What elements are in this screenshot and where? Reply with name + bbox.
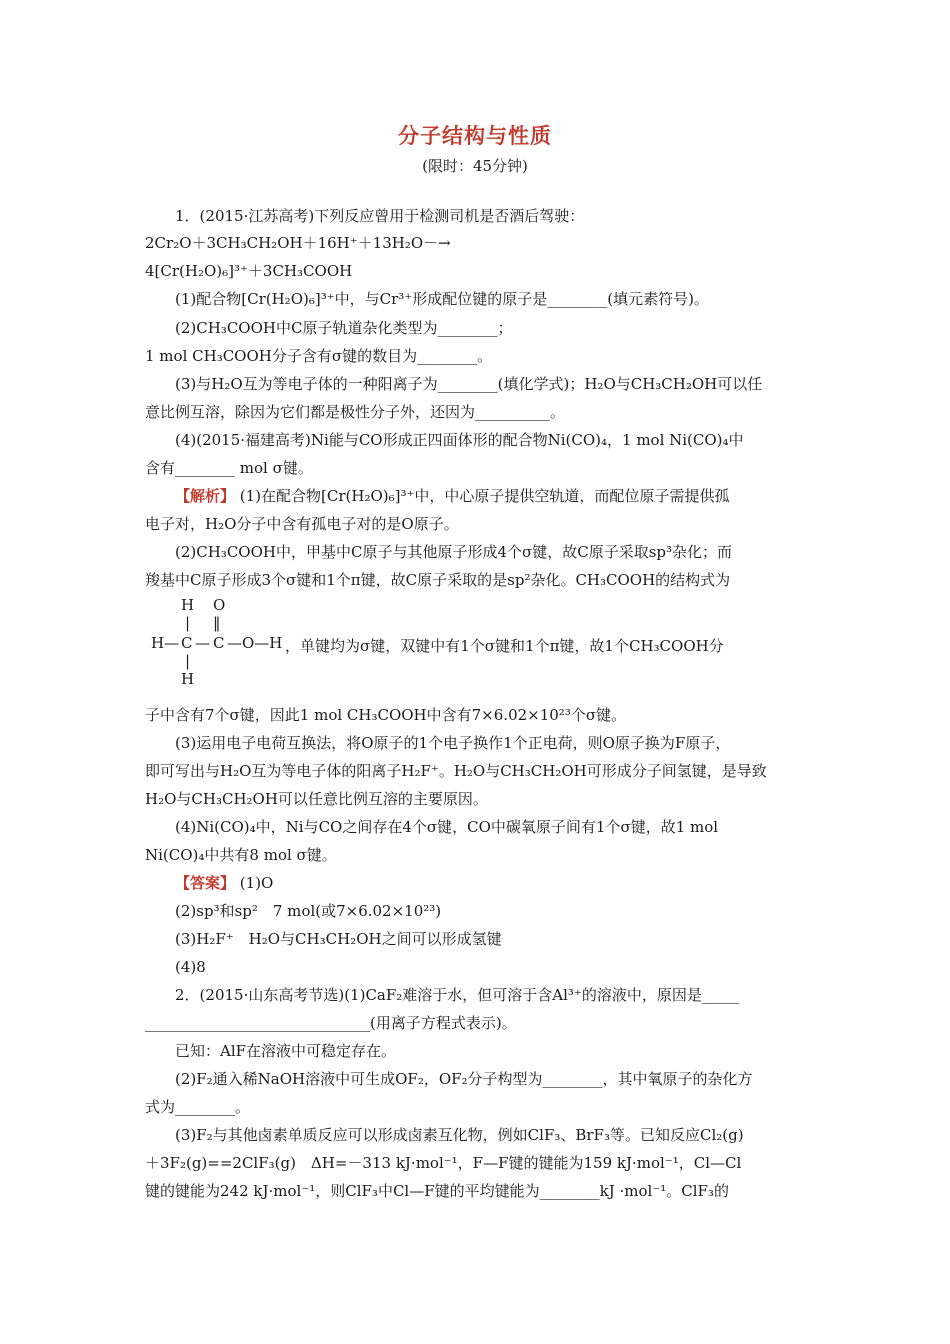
struct-h-top: H bbox=[181, 596, 195, 614]
struct-bond-v2: | bbox=[185, 652, 191, 670]
analysis-2c: ，单键均为σ键，双键中有1个σ键和1个π键，故1个CH₃COOH分 bbox=[285, 637, 724, 655]
struct-h-left: H— bbox=[151, 634, 180, 652]
analysis-3a: (3)运用电子电荷互换法，将O原子的1个电子换作1个正电荷，则O原子换为F原子， bbox=[175, 734, 731, 752]
q1-part-2: (2)CH₃COOH中C原子轨道杂化类型为________； bbox=[175, 319, 513, 337]
q2-line-1b: ______________________________(用离子方程式表示)。 bbox=[145, 1014, 517, 1032]
answer-3: (3)H₂F⁺ H₂O与CH₃CH₂OH之间可以形成氢键 bbox=[175, 930, 502, 948]
struct-o-top: O bbox=[213, 596, 226, 614]
answer-4: (4)8 bbox=[175, 958, 206, 976]
analysis-3b: 即可写出与H₂O互为等电子体的阳离子H₂F⁺。H₂O与CH₃CH₂OH可形成分子间氢键，是导致 bbox=[145, 762, 767, 780]
analysis-2d: 子中含有7个σ键，因此1 mol CH₃COOH中含有7×6.02×10²³个σ键。 bbox=[145, 706, 627, 724]
answer-tag: 【答案】 bbox=[175, 874, 236, 892]
struct-h-bottom: H bbox=[181, 670, 195, 688]
q2-line-1c: 已知：AlF在溶液中可稳定存在。 bbox=[175, 1042, 397, 1060]
q1-part-3b: 意比例互溶，除因为它们都是极性分子外，还因为__________。 bbox=[145, 403, 566, 421]
analysis-1b: 电子对，H₂O分子中含有孤电子对的是O原子。 bbox=[145, 515, 459, 533]
answer-1 bbox=[175, 873, 810, 893]
page-title: 分子结构与性质 bbox=[398, 123, 552, 148]
analysis-4a: (4)Ni(CO)₄中，Ni与CO之间存在4个σ键，CO中碳氧原子间有1个σ键，故1 mol bbox=[175, 818, 719, 836]
analysis-tag: 【解析】 bbox=[175, 487, 236, 505]
q1-equation-line-2: 4[Cr(H₂O)₆]³⁺＋3CH₃COOH bbox=[145, 262, 353, 280]
struct-bond-v1: | bbox=[185, 614, 191, 632]
q2-line-3c: 键的键能为242 kJ·mol⁻¹，则ClF₃中Cl—F键的平均键能为________kJ ·mol⁻¹。ClF₃的 bbox=[145, 1182, 729, 1200]
q1-part-2b: 1 mol CH₃COOH分子含有σ键的数目为________。 bbox=[145, 347, 493, 365]
struct-c1: C bbox=[181, 634, 193, 652]
analysis-4b: Ni(CO)₄中共有8 mol σ键。 bbox=[145, 846, 337, 864]
q1-equation-line-1: 2Cr₂O＋3CH₃CH₂OH＋16H⁺＋13H₂O－→ bbox=[145, 234, 451, 252]
analysis-1a-text: (1)在配合物[Cr(H₂O)₆]³⁺中，中心原子提供空轨道，而配位原子需提供孤 bbox=[239, 487, 730, 505]
q1-part-3a: (3)与H₂O互为等电子体的一种阳离子为________(填化学式)；H₂O与CH₃CH₂OH可以任 bbox=[175, 375, 763, 393]
analysis-3c: H₂O与CH₃CH₂OH可以任意比例互溶的主要原因。 bbox=[145, 790, 488, 808]
answer-2: (2)sp³和sp² 7 mol(或7×6.02×10²³) bbox=[175, 902, 442, 920]
struct-oh: —O—H bbox=[227, 634, 283, 652]
analysis-2a: (2)CH₃COOH中，甲基中C原子与其他原子形成4个σ键，故C原子采取sp³杂化；而 bbox=[175, 543, 733, 561]
answer-1-text: (1)O bbox=[239, 874, 274, 892]
analysis-1a bbox=[175, 486, 810, 506]
time-limit: (限时：45分钟) bbox=[422, 157, 528, 175]
q2-line-2a: (2)F₂通入稀NaOH溶液中可生成OF₂，OF₂分子构型为________，其中氧原子的杂化方 bbox=[175, 1070, 753, 1088]
q1-part-1: (1)配合物[Cr(H₂O)₆]³⁺中，与Cr³⁺形成配位键的原子是________(填元素符号)。 bbox=[175, 290, 709, 308]
q2-line-3a: (3)F₂与其他卤素单质反应可以形成卤素互化物，例如ClF₃、BrF₃等。已知反应Cl₂(g) bbox=[175, 1126, 744, 1144]
q2-line-3b: ＋3F₂(g)==2ClF₃(g) ΔH=－313 kJ·mol⁻¹，F—F键的键能为159 kJ·mol⁻¹，Cl—Cl bbox=[145, 1154, 742, 1172]
struct-dash: — bbox=[195, 634, 210, 652]
q1-part-4a: (4)(2015·福建高考)Ni能与CO形成正四面体形的配合物Ni(CO)₄，1 mol Ni(CO)₄中 bbox=[175, 431, 744, 449]
struct-c2: C bbox=[213, 634, 225, 652]
acetic-acid-structure bbox=[145, 596, 305, 688]
analysis-2b: 羧基中C原子形成3个σ键和1个π键，故C原子采取的是sp²杂化。CH₃COOH的结构式为 bbox=[145, 571, 731, 589]
struct-double-bond: ‖ bbox=[213, 614, 221, 632]
q1-part-4b: 含有________ mol σ键。 bbox=[145, 459, 313, 477]
q2-line-2b: 式为________。 bbox=[145, 1098, 251, 1116]
q2-line-1a: 2．(2015·山东高考节选)(1)CaF₂难溶于水，但可溶于含Al³⁺的溶液中，原因是_____ bbox=[175, 986, 740, 1004]
q1-stem: 1．(2015·江苏高考)下列反应曾用于检测司机是否酒后驾驶： bbox=[175, 207, 585, 225]
